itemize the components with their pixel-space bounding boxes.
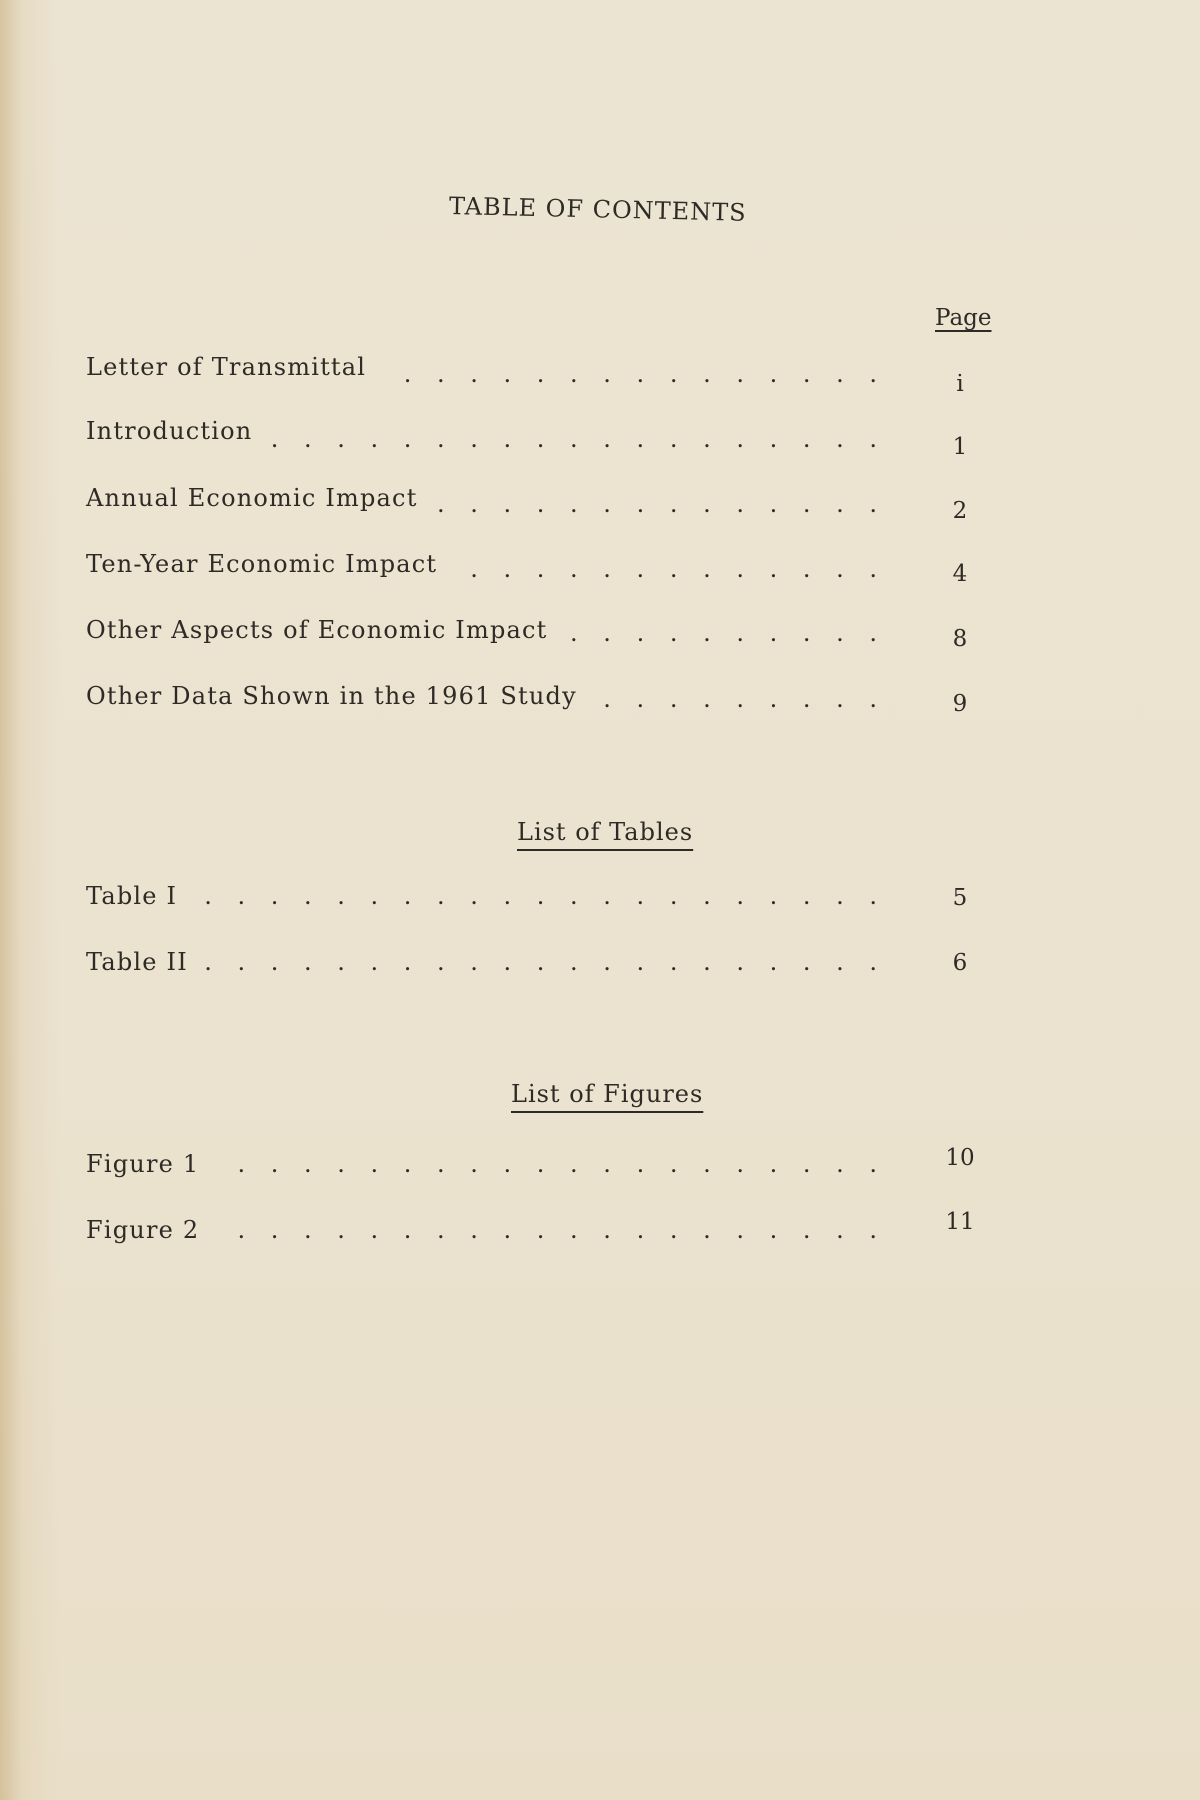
toc-entry-other-data-1961-study[interactable] [86, 682, 886, 716]
toc-entry-label: Annual Economic Impact [86, 484, 418, 512]
toc-entry-letter-of-transmittal[interactable] [86, 353, 886, 387]
table-entry-page-number: 5 [952, 885, 968, 911]
figure-entry-page-number: 11 [945, 1209, 975, 1235]
table-entry-table-i[interactable] [86, 882, 886, 916]
toc-entry-annual-economic-impact[interactable] [86, 484, 886, 518]
dot-leader: . . . . . . . . . . . . . . . . . . . . [237, 1216, 886, 1244]
dot-leader: . . . . . . . . . [603, 685, 886, 713]
figure-entry-label: Figure 1 [86, 1150, 200, 1178]
dot-leader: . . . . . . . . . . . . . [470, 555, 886, 583]
table-entry-page-number: 6 [952, 950, 968, 976]
table-entry-label: Table II [86, 948, 188, 976]
dot-leader: . . . . . . . . . . . . . . . . . . . . . [204, 948, 886, 976]
table-entry-table-ii[interactable] [86, 948, 886, 982]
toc-entry-page-number: 4 [952, 561, 968, 587]
page-title: TABLE OF CONTENTS [448, 192, 747, 227]
toc-entry-ten-year-economic-impact[interactable] [86, 550, 886, 584]
toc-entry-other-aspects[interactable] [86, 616, 886, 650]
page-column-header: Page [935, 305, 992, 331]
toc-entry-label: Other Data Shown in the 1961 Study [86, 682, 577, 710]
toc-entry-label: Letter of Transmittal [86, 353, 367, 381]
toc-entry-introduction[interactable] [86, 417, 886, 451]
figure-entry-figure-1[interactable] [86, 1150, 886, 1184]
toc-entry-label: Introduction [86, 417, 253, 445]
list-of-figures-heading: List of Figures [511, 1080, 704, 1108]
toc-entry-page-number: 9 [952, 691, 968, 717]
toc-entry-page-number: 8 [952, 626, 968, 652]
dot-leader: . . . . . . . . . . . . . . . . . . . . [237, 1150, 886, 1178]
list-of-tables-heading: List of Tables [517, 818, 694, 846]
figure-entry-label: Figure 2 [86, 1216, 200, 1244]
dot-leader: . . . . . . . . . . . . . . . . . . . [270, 425, 886, 453]
toc-entry-page-number: 1 [952, 434, 968, 460]
dot-leader: . . . . . . . . . . . . . . . . . . . . . [204, 882, 886, 910]
toc-entry-page-number: i [956, 371, 964, 397]
dot-leader: . . . . . . . . . . . . . . . [403, 360, 886, 388]
table-entry-label: Table I [86, 882, 178, 910]
figure-entry-page-number: 10 [945, 1145, 975, 1171]
toc-entry-label: Other Aspects of Economic Impact [86, 616, 548, 644]
toc-entry-label: Ten-Year Economic Impact [86, 550, 438, 578]
figure-entry-figure-2[interactable] [86, 1216, 886, 1250]
toc-entry-page-number: 2 [952, 498, 968, 524]
dot-leader: . . . . . . . . . . . . . . [437, 490, 886, 518]
dot-leader: . . . . . . . . . . [570, 619, 886, 647]
